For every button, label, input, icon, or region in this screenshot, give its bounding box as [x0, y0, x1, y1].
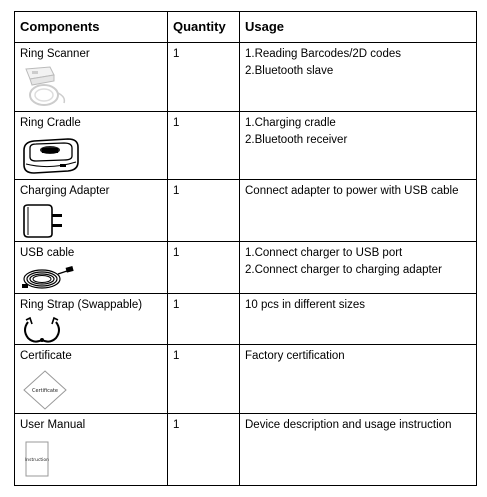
certificate-image	[20, 367, 162, 413]
quantity-cell: 1	[168, 180, 240, 242]
table-row	[15, 43, 477, 112]
quantity-cell: 1	[168, 242, 240, 294]
usage-line: 2.Bluetooth receiver	[245, 134, 348, 146]
component-cell	[15, 180, 168, 242]
header-usage: Usage	[240, 12, 477, 43]
component-cell	[15, 414, 168, 486]
header-components: Components	[15, 12, 168, 43]
usage-line: 1.Charging cradle	[245, 117, 336, 129]
component-name: Ring Cradle	[20, 117, 81, 129]
usage-cell	[240, 43, 477, 112]
usage-line: Device description and usage instruction	[245, 419, 452, 431]
table-row	[15, 345, 477, 414]
component-name: Ring Strap (Swappable)	[20, 299, 143, 311]
usage-line: 10 pcs in different sizes	[245, 299, 365, 311]
user-manual-image	[20, 436, 162, 480]
quantity-cell: 1	[168, 112, 240, 180]
usage-cell	[240, 180, 477, 242]
usage-cell	[240, 112, 477, 180]
usage-line: 1.Reading Barcodes/2D codes	[245, 48, 401, 60]
component-name: Certificate	[20, 350, 72, 362]
certificate-image-label: Certificate	[32, 388, 58, 394]
usage-line: 2.Connect charger to charging adapter	[245, 264, 442, 276]
usage-cell	[240, 414, 477, 486]
charging-adapter-image	[20, 202, 162, 240]
quantity-cell: 1	[168, 345, 240, 414]
component-cell	[15, 43, 168, 112]
ring-strap-image	[20, 316, 162, 344]
components-table	[14, 11, 477, 486]
usage-cell	[240, 345, 477, 414]
usage-cell	[240, 294, 477, 345]
usage-line: Connect adapter to power with USB cable	[245, 185, 459, 197]
header-quantity: Quantity	[168, 12, 240, 43]
table-row	[15, 414, 477, 486]
user-manual-image-label: Instruction	[24, 458, 50, 463]
table-row	[15, 242, 477, 294]
component-name: Charging Adapter	[20, 185, 110, 197]
table-header-row	[15, 12, 477, 43]
table-row	[15, 294, 477, 345]
component-cell	[15, 242, 168, 294]
usage-cell	[240, 242, 477, 294]
component-cell	[15, 112, 168, 180]
component-name: Ring Scanner	[20, 48, 90, 60]
table-row	[15, 180, 477, 242]
component-cell	[15, 294, 168, 345]
usb-cable-image	[20, 264, 162, 292]
component-name: USB cable	[20, 247, 75, 259]
usage-line: 1.Connect charger to USB port	[245, 247, 403, 259]
component-cell	[15, 345, 168, 414]
ring-cradle-image	[20, 134, 162, 178]
quantity-cell: 1	[168, 414, 240, 486]
table-row	[15, 112, 477, 180]
ring-scanner-image	[20, 65, 162, 109]
usage-line: 2.Bluetooth slave	[245, 65, 334, 77]
usage-line: Factory certification	[245, 350, 345, 362]
component-name: User Manual	[20, 419, 86, 431]
quantity-cell: 1	[168, 294, 240, 345]
quantity-cell: 1	[168, 43, 240, 112]
